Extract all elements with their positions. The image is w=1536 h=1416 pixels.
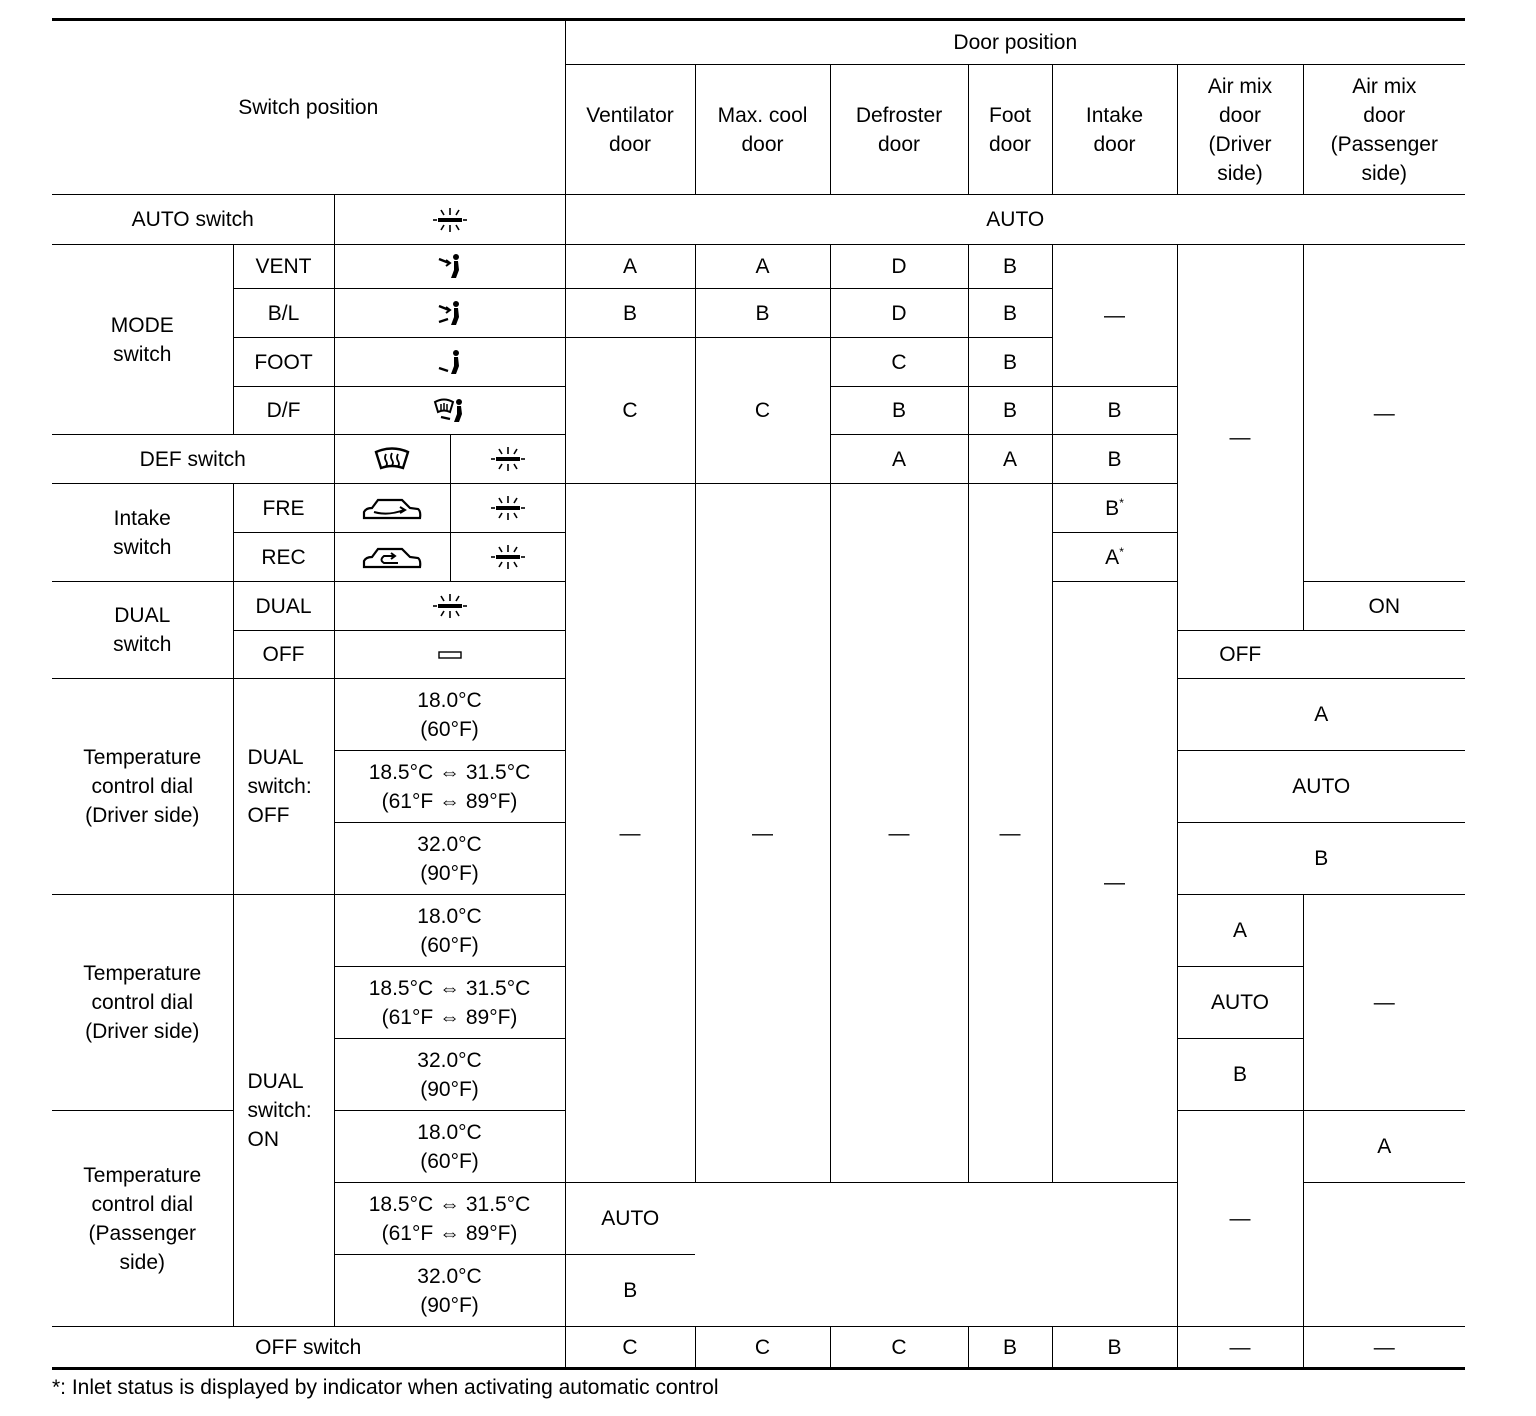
recirculation-icon [360,545,424,571]
df-defroster: B [830,387,968,435]
temp-driver-off-label: Temperature control dial (Driver side) [52,679,233,895]
dual-off-indicator-cell [334,631,565,679]
fre-indicator-cell [450,484,565,533]
footnote: *: Inlet status is displayed by indicator when activating automatic control [52,1376,719,1399]
off-foot: B [968,1327,1052,1369]
foot-mode-icon [435,349,465,377]
lower-ventilator-dash: — [565,484,695,1183]
rec-label: REC [233,533,334,582]
auto-value: AUTO [565,195,1465,245]
def-indicator-cell [450,435,565,484]
def-intake: B [1052,435,1177,484]
vent-max-cool: A [695,245,830,289]
dual-switch-off-sub: DUAL switch: OFF [233,679,334,895]
mode-airmix-driver-dash: — [1177,245,1303,631]
rec-indicator-cell [450,533,565,582]
temp-low: 18.0°C (60°F) [334,679,565,751]
bl-defroster: D [830,289,968,338]
driver-on-high-airmix-driver: B [1177,1039,1303,1111]
df-label: D/F [233,387,334,435]
foot-foot: B [968,338,1052,387]
driver-on-mid-airmix-driver: AUTO [1177,967,1303,1039]
bl-max-cool: B [695,289,830,338]
temp-low: 18.0°C (60°F) [334,1111,565,1183]
dual-label: DUAL [233,582,334,631]
vent-ventilator: A [565,245,695,289]
off-airmix-driver: — [1177,1327,1303,1369]
temp-driver-on-label: Temperature control dial (Driver side) [52,895,233,1111]
def-defroster: A [830,435,968,484]
intake-door-header: Intake door [1052,65,1177,195]
fre-icon-cell [334,484,450,533]
defroster-icon [372,446,412,474]
off-max-cool: C [695,1327,830,1369]
fre-intake: B* [1052,484,1177,533]
air-mix-driver-header: Air mix door (Driver side) [1177,65,1303,195]
mode-intake-dash: — [1052,245,1177,387]
temp-passenger-on-label: Temperature control dial (Passenger side) [52,1111,233,1327]
df-intake: B [1052,387,1177,435]
off-intake: B [1052,1327,1177,1369]
indicator-on-icon [490,493,526,523]
bl-icon-cell [334,289,565,338]
passenger-on-high-airmix-passenger: B [565,1255,695,1327]
def-switch-label: DEF switch [52,435,334,484]
driver-off-high-airmix: B [1177,823,1465,895]
bl-label: B/L [233,289,334,338]
switch-position-header: Switch position [52,20,565,195]
footnote-mark: * [1119,544,1124,559]
indicator-on-icon [432,591,468,621]
indicator-on-icon [432,205,468,235]
lower-defroster-dash: — [830,484,968,1183]
defroster-door-header: Defroster door [830,65,968,195]
foot-label: FOOT [233,338,334,387]
air-mix-passenger-header: Air mix door (Passenger side) [1303,65,1465,195]
lower-intake-dash: — [1052,582,1177,1183]
rec-icon-cell [334,533,450,582]
indicator-off-icon [435,648,465,662]
vent-mode-icon [435,253,465,281]
vent-icon-cell [334,245,565,289]
foot-icon-cell [334,338,565,387]
off-switch-label: OFF switch [52,1327,565,1369]
temp-low: 18.0°C (60°F) [334,895,565,967]
mode-switch-label: MODE switch [52,245,233,435]
foot-defroster: C [830,338,968,387]
temp-high: 32.0°C (90°F) [334,823,565,895]
mode-airmix-passenger-dash: — [1303,245,1465,582]
door-position-header: Door position [565,20,1465,65]
ventilator-door-header: Ventilator door [565,65,695,195]
bl-ventilator: B [565,289,695,338]
driver-off-mid-airmix: AUTO [1177,751,1465,823]
temp-mid: 18.5°C ⇔ 31.5°C (61°F ⇔ 89°F) [334,1183,565,1255]
vent-foot: B [968,245,1052,289]
dual-airmix-passenger: ON [1303,582,1465,631]
passenger-on-mid-airmix-passenger: AUTO [565,1183,695,1255]
indicator-on-icon [490,444,526,474]
driver-on-airmix-passenger-dash: — [1303,895,1465,1111]
auto-indicator-cell [334,195,565,245]
rec-intake: A* [1052,533,1177,582]
max-cool-door-header: Max. cool door [695,65,830,195]
foot-door-header: Foot door [968,65,1052,195]
fre-label: FRE [233,484,334,533]
off-defroster: C [830,1327,968,1369]
dual-off-label: OFF [233,631,334,679]
lower-foot-dash: — [968,484,1052,1183]
footnote-mark: * [1119,495,1124,510]
fresh-air-icon [360,496,424,522]
dual-indicator-cell [334,582,565,631]
df-foot: B [968,387,1052,435]
intake-switch-label: Intake switch [52,484,233,582]
foot-df-def-max-cool: C [695,338,830,484]
foot-df-def-ventilator: C [565,338,695,484]
vent-label: VENT [233,245,334,289]
dual-off-airmix-passenger: OFF [1177,631,1303,679]
temp-mid: 18.5°C ⇔ 31.5°C (61°F ⇔ 89°F) [334,751,565,823]
bi-level-mode-icon [435,300,465,328]
indicator-on-icon [490,542,526,572]
auto-switch-label: AUTO switch [52,195,334,245]
temp-high: 32.0°C (90°F) [334,1255,565,1327]
dual-switch-on-sub: DUAL switch: ON [233,895,334,1327]
passenger-on-airmix-driver-dash: — [1177,1111,1303,1327]
vent-defroster: D [830,245,968,289]
off-ventilator: C [565,1327,695,1369]
df-icon-cell [334,387,565,435]
dual-switch-label: DUAL switch [52,582,233,679]
passenger-on-low-airmix-passenger: A [1303,1111,1465,1183]
bl-foot: B [968,289,1052,338]
def-icon-cell [334,435,450,484]
temp-high: 32.0°C (90°F) [334,1039,565,1111]
driver-off-low-airmix: A [1177,679,1465,751]
door-position-table [52,18,1465,1370]
defrost-foot-mode-icon [433,397,467,425]
def-foot: A [968,435,1052,484]
lower-max-cool-dash: — [695,484,830,1183]
temp-mid: 18.5°C ⇔ 31.5°C (61°F ⇔ 89°F) [334,967,565,1039]
off-airmix-passenger: — [1303,1327,1465,1369]
driver-on-low-airmix-driver: A [1177,895,1303,967]
